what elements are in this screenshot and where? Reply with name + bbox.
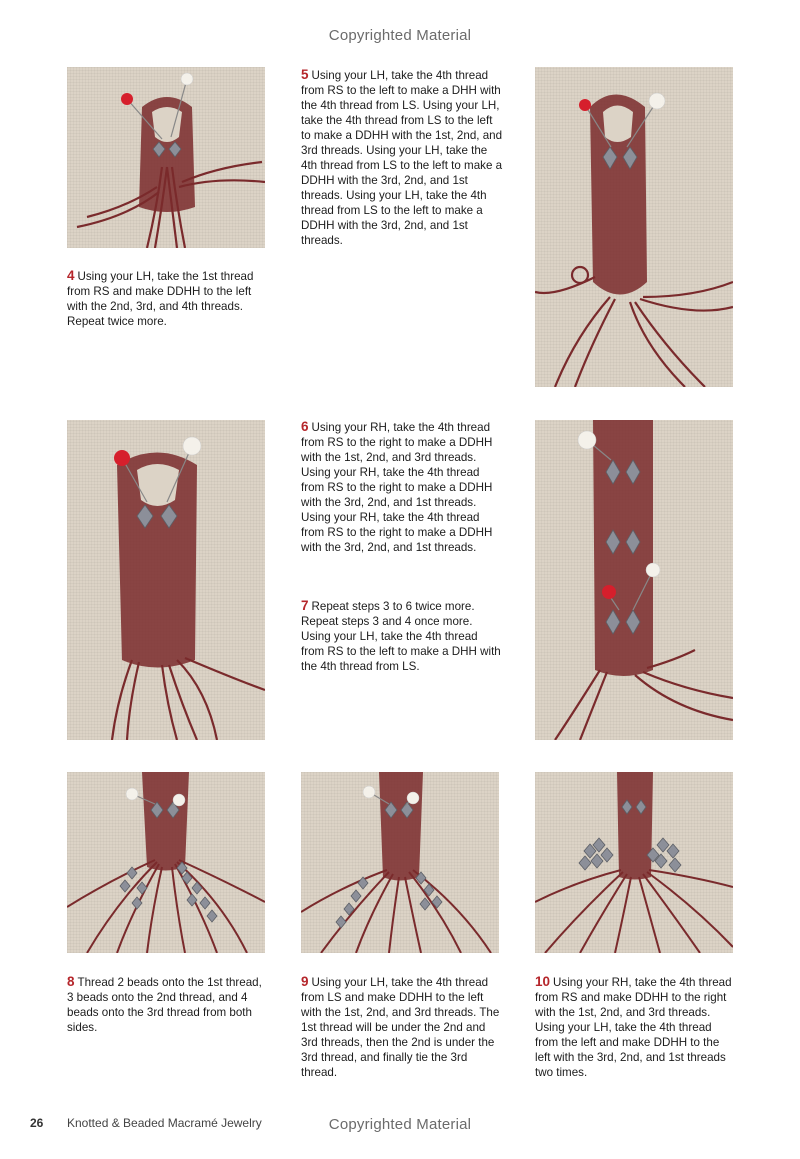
step-text: Using your LH, take the 1st thread from RS and make DDHH to the left with the 2nd, 3rd, and 4th threads. Repeat twice more. (67, 270, 254, 328)
step-text: Using your RH, take the 4th thread from RS and make DDHH to the right with the 1st, 2nd, and 3rd threads. Using your LH, take the 4th thread from the left and make DDHH to the left with the 3rd, 2nd, and 1st threads two times. (535, 976, 732, 1079)
macrame-photo-illustration (535, 772, 733, 953)
step-4 (67, 268, 267, 329)
photo-step-7 (535, 420, 733, 740)
step-number: 5 (301, 67, 309, 82)
step-10 (535, 974, 737, 1080)
step-number: 8 (67, 974, 75, 989)
page-number: 26 (30, 1116, 44, 1130)
macrame-photo-illustration (301, 772, 499, 953)
step-7 (301, 598, 503, 674)
step-text: Repeat steps 3 to 6 twice more. Repeat steps 3 and 4 once more. Using your LH, take the 4th thread from RS to the left to make a DHH with the 4th thread from LS. (301, 600, 501, 673)
step-number: 4 (67, 268, 75, 283)
photo-step-9 (301, 772, 499, 953)
macrame-photo-illustration (67, 420, 265, 740)
macrame-photo-illustration (535, 67, 733, 387)
step-6 (301, 419, 503, 555)
watermark-top: Copyrighted Material (328, 27, 472, 44)
macrame-photo-illustration (67, 67, 265, 248)
step-number: 9 (301, 974, 309, 989)
step-number: 10 (535, 974, 551, 989)
step-5 (301, 67, 503, 248)
step-text: Using your LH, take the 4th thread from RS to the left to make a DHH with the 4th thread from LS. Using your LH, take the 4th thread from LS to the left to make a DDHH with the 1st, 2nd, and 3rd threads. Using your LH, take the 4th thread from LS to the left to make a DDHH with the 3rd, 2nd, and 1st threads. Using your LH, take the 4th thread from LS to the left to make a DDHH with the 3rd, 2nd, and 1st threads. (301, 69, 503, 247)
step-number: 7 (301, 598, 309, 613)
step-8 (67, 974, 267, 1035)
step-text: Using your LH, take the 4th thread from LS and make DDHH to the left with the 1st, 2nd, and 3rd threads. The 1st thread will be under the 2nd and 3rd threads, then the 2nd is under the 3rd thread, and finally tie the 3rd thread. (301, 976, 500, 1079)
photo-step-5 (535, 67, 733, 387)
running-footer-title: Knotted & Beaded Macramé Jewelry (67, 1116, 262, 1130)
step-text: Using your RH, take the 4th thread from RS to the right to make a DDHH with the 1st, 2nd, and 3rd threads. Using your RH, take the 4th thread from RS to the right to make a DDHH with the 3rd, 2nd, and 1st threads. Using your RH, take the 4th thread from RS to the right to make a DDHH with the 3rd, 2nd, and 1st threads. (301, 421, 493, 554)
step-9 (301, 974, 503, 1080)
step-text: Thread 2 beads onto the 1st thread, 3 beads onto the 2nd thread, and 4 beads onto the 3rd thread from both sides. (67, 976, 262, 1034)
photo-step-6 (67, 420, 265, 740)
photo-step-4 (67, 67, 265, 248)
macrame-photo-illustration (535, 420, 733, 740)
macrame-photo-illustration (67, 772, 265, 953)
photo-step-8 (67, 772, 265, 953)
watermark-bottom: Copyrighted Material (328, 1116, 472, 1133)
step-number: 6 (301, 419, 309, 434)
photo-step-10 (535, 772, 733, 953)
